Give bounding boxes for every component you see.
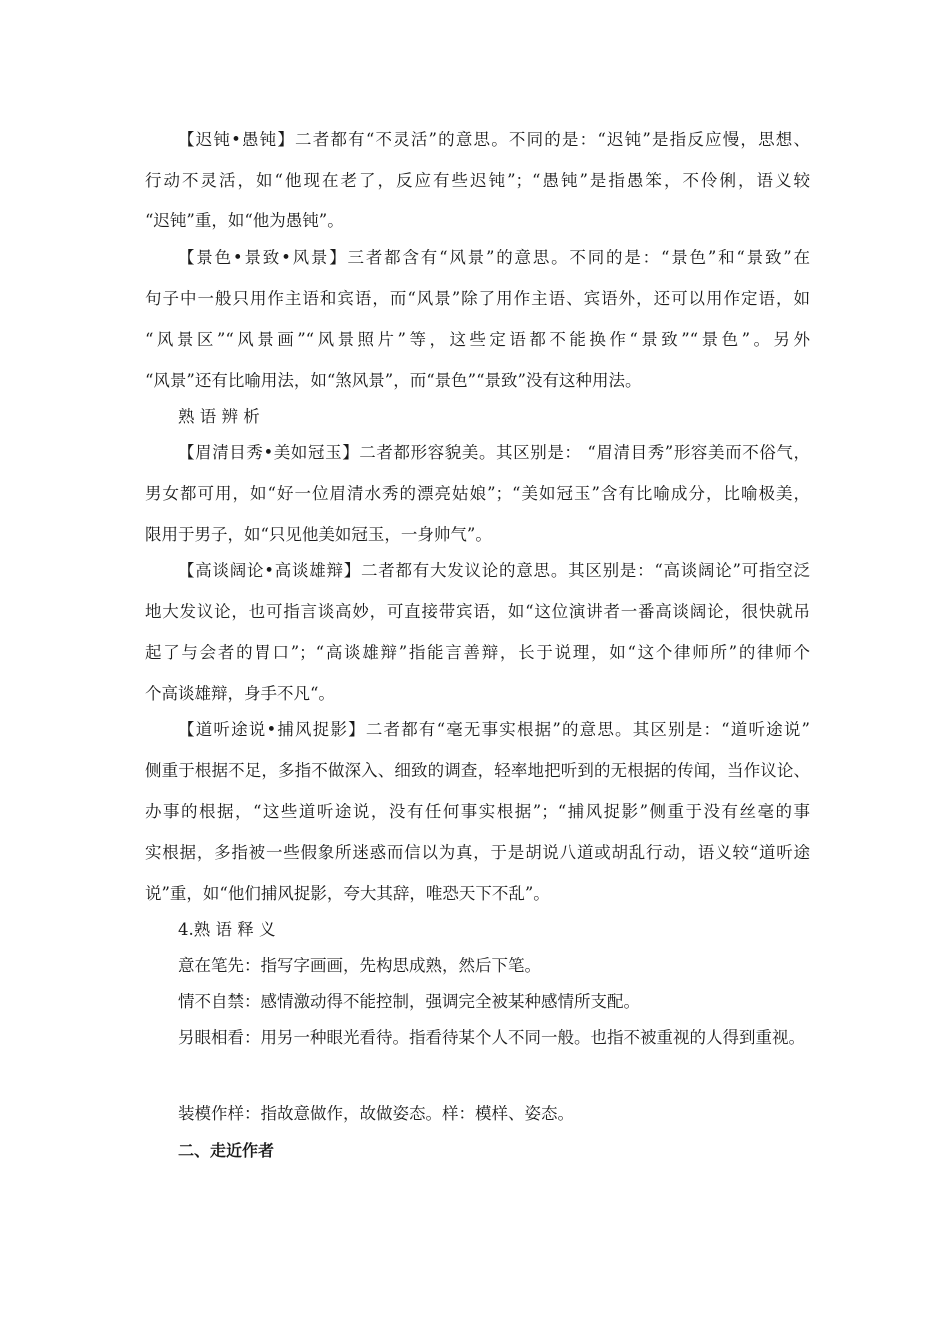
paragraph-line: 个高谈雄辩，身手不凡“。 xyxy=(145,684,335,703)
idiom-definition: 装模作样：指故意做作，故做姿态。样：模样、姿态。 xyxy=(178,1104,574,1123)
paragraph-line: “迟钝”重，如“他为愚钝”。 xyxy=(145,211,344,230)
subheading: 4.熟 语 释 义 xyxy=(178,920,276,939)
paragraph-line: 行动不灵活，如“他现在老了，反应有些迟钝”；“愚钝”是指愚笨，不伶俐，语义较 xyxy=(145,171,810,190)
paragraph-line: 【道听途说•捕风捉影】二者都有“毫无事实根据”的意思。其区别是：“道听途说” xyxy=(178,720,810,739)
paragraph-line: 【高谈阔论•高谈雄辩】二者都有大发议论的意思。其区别是：“高谈阔论”可指空泛 xyxy=(178,561,810,580)
paragraph-line: 说”重，如“他们捕风捉影，夸大其辞，唯恐天下不乱”。 xyxy=(145,884,550,903)
paragraph-line: 实根据，多指被一些假象所迷惑而信以为真，于是胡说八道或胡乱行动，语义较“道听途 xyxy=(145,843,810,862)
idiom-definition: 另眼相看：用另一种眼光看待。指看待某个人不同一般。也指不被重视的人得到重视。 xyxy=(178,1028,805,1047)
section-heading: 二、走近作者 xyxy=(178,1141,275,1160)
idiom-definition: 情不自禁：感情激动得不能控制，强调完全被某种感情所支配。 xyxy=(178,992,640,1011)
paragraph-line: 地大发议论，也可指言谈高妙，可直接带宾语，如“这位演讲者一番高谈阔论，很快就吊 xyxy=(145,602,810,621)
paragraph-line: 男女都可用，如“好一位眉清水秀的漂亮姑娘”；“美如冠玉”含有比喻成分，比喻极美， xyxy=(145,484,810,503)
paragraph-line: 办事的根据，“这些道听途说，没有任何事实根据”；“捕风捉影”侧重于没有丝毫的事 xyxy=(145,802,810,821)
paragraph-line: “风景”还有比喻用法，如“煞风景”，而“景色”“景致”没有这种用法。 xyxy=(145,371,642,390)
subheading: 熟 语 辨 析 xyxy=(178,407,260,426)
idiom-definition: 意在笔先：指写字画画，先构思成熟，然后下笔。 xyxy=(178,956,541,975)
paragraph-line: 【景色•景致•风景】三者都含有“风景”的意思。不同的是：“景色”和“景致”在 xyxy=(178,248,810,267)
paragraph-line: 限用于男子，如“只见他美如冠玉，一身帅气”。 xyxy=(145,525,492,544)
paragraph-line: 【眉清目秀•美如冠玉】二者都形容貌美。其区别是： “眉清目秀”形容美而不俗气， xyxy=(178,443,810,462)
paragraph-line: 侧重于根据不足，多指不做深入、细致的调查，轻率地把听到的无根据的传闻，当作议论、 xyxy=(145,761,810,780)
paragraph-line: “风景区”“风景画”“风景照片”等，这些定语都不能换作“景致”“景色”。另外 xyxy=(145,330,810,349)
paragraph-line: 句子中一般只用作主语和宾语，而“风景”除了用作主语、宾语外，还可以用作定语，如 xyxy=(145,289,810,308)
paragraph-line: 起了与会者的胃口”；“高谈雄辩”指能言善辩，长于说理，如“这个律师所”的律师个 xyxy=(145,643,810,662)
paragraph-line: 【迟钝•愚钝】二者都有“不灵活”的意思。不同的是：“迟钝”是指反应慢，思想、 xyxy=(178,130,810,149)
